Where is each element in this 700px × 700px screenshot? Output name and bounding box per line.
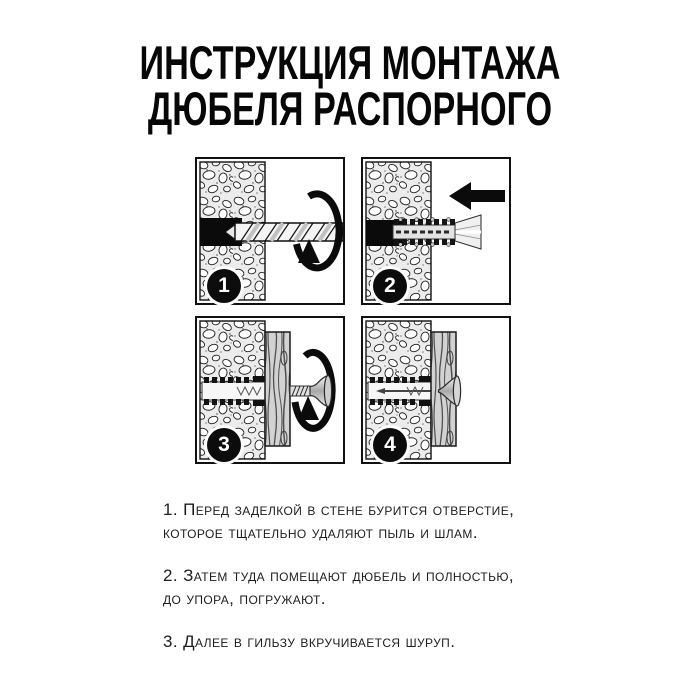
- instruction-item-3: [163, 630, 653, 653]
- instruction-line: 3. Далее в гильзу вкручивается шуруп.: [163, 632, 456, 651]
- step-number: 2: [384, 274, 396, 297]
- page-title-line-2: ДЮБЕЛЯ РАСПОРНОГО: [147, 81, 553, 136]
- instructions-list: [163, 498, 653, 673]
- instruction-item-1: [163, 498, 653, 544]
- step-number: 3: [218, 433, 230, 456]
- instruction-line: до упора, погружают.: [163, 589, 326, 608]
- step-badge: [373, 269, 407, 303]
- dowel-icon: [393, 215, 481, 249]
- step-panel-4: [361, 316, 511, 464]
- wood-board: [265, 332, 290, 446]
- instruction-line: 2. Затем туда помещают дюбель и полностью,: [163, 566, 515, 585]
- page-title: [0, 35, 700, 136]
- step-badge: [207, 269, 241, 303]
- drill-bit-icon: [225, 223, 343, 241]
- step-diagram-grid: [195, 157, 511, 464]
- step-badge: [207, 428, 241, 462]
- instruction-line: 1. Перед заделкой в стене бурится отверстие,: [163, 500, 515, 519]
- step-panel-2: [361, 157, 511, 305]
- page-title-line-1: ИНСТРУКЦИЯ МОНТАЖА: [139, 35, 561, 90]
- insert-arrow-left-icon: [449, 182, 505, 210]
- rotation-arrowhead-icon: [298, 396, 319, 420]
- step-badge: [373, 428, 407, 462]
- step-number: 1: [218, 274, 230, 297]
- instruction-line: которое тщательно удаляют пыль и шлам.: [163, 523, 478, 542]
- instruction-item-2: [163, 564, 653, 610]
- step-panel-3: [195, 316, 345, 464]
- step-number: 4: [384, 433, 396, 456]
- step-panel-1: [195, 157, 345, 305]
